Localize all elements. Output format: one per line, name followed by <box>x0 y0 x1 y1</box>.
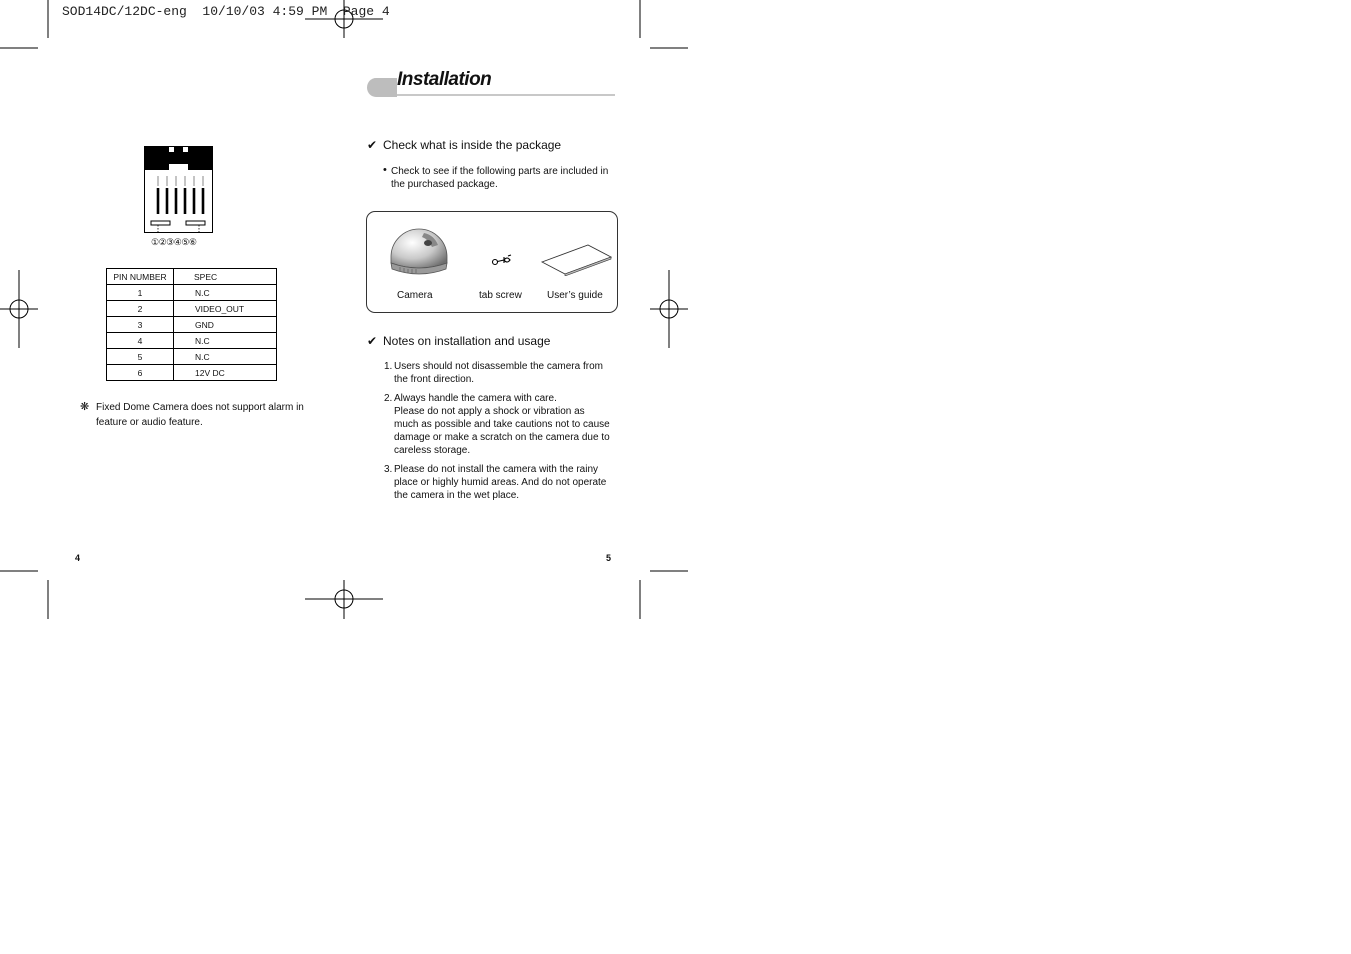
table-cell: N.C <box>174 285 277 301</box>
checkmark-icon: ✔ <box>367 138 378 152</box>
pin-number-labels <box>151 237 196 248</box>
section-heading-package <box>367 138 561 152</box>
asterisk-icon: ❋ <box>80 401 90 413</box>
camera-icon <box>388 225 450 277</box>
table-cell: GND <box>174 317 277 333</box>
connector-pin-diagram <box>144 146 214 234</box>
table-cell: VIDEO_OUT <box>174 301 277 317</box>
pin-label: ① <box>151 237 159 247</box>
table-row <box>107 365 277 381</box>
list-line: Always handle the camera with care. <box>394 393 557 404</box>
pin-label: ④ <box>173 237 182 247</box>
page-number-left: 4 <box>75 553 81 563</box>
list-line: Users should not disassemble the camera from <box>394 361 603 372</box>
table-cell: 5 <box>107 349 174 365</box>
list-line: Please do not apply a shock or vibration as <box>394 406 585 417</box>
table-row <box>107 317 277 333</box>
tab-screw-icon <box>490 254 514 268</box>
table-cell: 3 <box>107 317 174 333</box>
section-title: Notes on installation and usage <box>383 334 551 348</box>
list-line: damage or make a scratch on the camera due to <box>394 432 610 443</box>
bullet-text: Check to see if the following parts are included in the purchased package. <box>391 166 609 190</box>
list-line: the camera in the wet place. <box>394 490 520 501</box>
page-title: Installation <box>397 69 492 90</box>
list-line: place or highly humid areas. And do not operate <box>394 477 607 488</box>
table-cell: 6 <box>107 365 174 381</box>
package-item-label: tab screw <box>479 290 522 301</box>
users-guide-icon <box>540 244 614 276</box>
print-slug: SOD14DC/12DC-eng 10/10/03 4:59 PM Page 4 <box>62 4 390 19</box>
checkmark-icon: ✔ <box>367 334 378 348</box>
table-row <box>107 285 277 301</box>
list-line: the front direction. <box>394 374 475 385</box>
table-header-row <box>107 269 277 285</box>
pin-label: ③ <box>166 237 174 247</box>
bullet-icon: • <box>383 164 387 176</box>
table-cell: N.C <box>174 349 277 365</box>
list-line: Please do not install the camera with the rainy <box>394 464 598 475</box>
pin-label: ⑥ <box>188 237 197 247</box>
page-number-right: 5 <box>606 553 612 563</box>
list-number: 1. <box>384 361 393 372</box>
package-item-label: Camera <box>397 290 433 301</box>
list-number: 2. <box>384 393 393 404</box>
list-line: much as possible and take cautions not to cause <box>394 419 610 430</box>
table-cell: 2 <box>107 301 174 317</box>
table-cell: N.C <box>174 333 277 349</box>
package-item-label: User’s guide <box>547 290 603 301</box>
table-cell: 1 <box>107 285 174 301</box>
table-row <box>107 333 277 349</box>
list-line: careless storage. <box>394 445 471 456</box>
table-cell: 4 <box>107 333 174 349</box>
column-header: PIN NUMBER <box>107 269 174 285</box>
pin-label: ⑤ <box>181 237 189 247</box>
list-number: 3. <box>384 464 393 475</box>
column-header: SPEC <box>174 269 277 285</box>
section-title: Check what is inside the package <box>383 138 562 152</box>
table-row <box>107 349 277 365</box>
pin-spec-table <box>106 268 277 381</box>
table-cell: 12V DC <box>174 365 277 381</box>
pin-label: ② <box>158 237 167 247</box>
table-row <box>107 301 277 317</box>
note-text: Fixed Dome Camera does not support alarm in feature or audio feature. <box>96 402 304 428</box>
section-heading-notes <box>367 334 550 348</box>
